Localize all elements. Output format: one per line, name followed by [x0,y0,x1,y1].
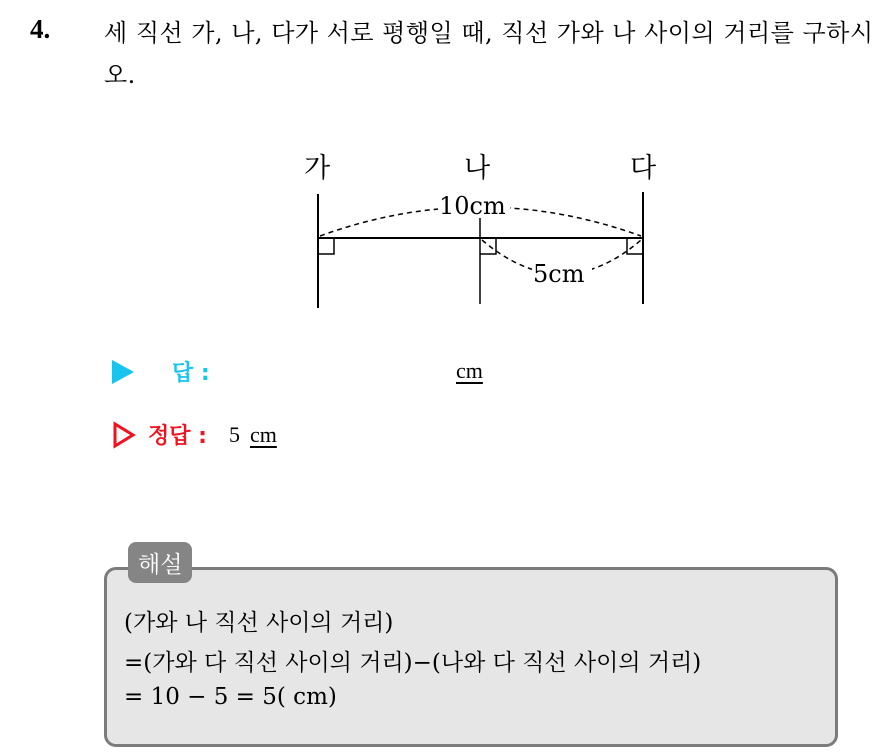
answer-label: 답 : [172,361,210,386]
solution-line: (가와 나 직선 사이의 거리) [124,610,394,636]
correct-answer-value: 5 [228,421,240,447]
solution-line: = 10 − 5 = 5( cm) [124,684,337,710]
answer-unit: cm [456,358,483,383]
correct-answer-row [112,419,277,450]
solution-tag: 해설 [128,542,192,583]
solution-line: =(가와 다 직선 사이의 거리)−(나와 다 직선 사이의 거리) [124,650,702,676]
right-angle-mark-da [627,238,643,254]
question-text: 세 직선 가, 나, 다가 서로 평행일 때, 직선 가와 나 사이의 거리를 구하시오. [104,19,874,89]
correct-answer-label: 정답 : [148,424,207,449]
measure-total: 10cm [439,192,506,220]
play-icon [112,360,134,384]
measure-partial: 5cm [533,260,585,288]
question-number: 4. [30,14,51,44]
right-angle-mark-ga [318,238,334,254]
label-da: 다 [630,153,657,184]
answer-row [112,356,483,387]
label-ga: 가 [304,153,331,184]
outline-play-icon [112,421,136,449]
correct-answer-unit: cm [249,421,277,447]
label-na: 나 [464,153,491,184]
